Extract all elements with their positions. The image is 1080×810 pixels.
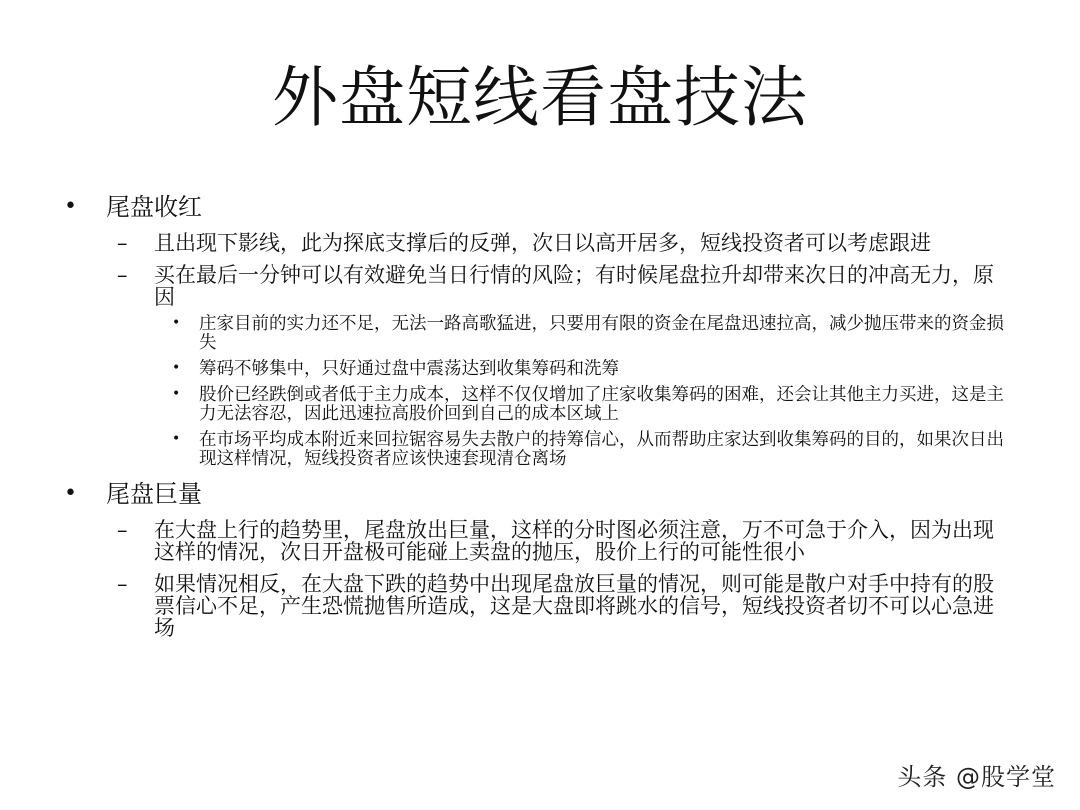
- section-heading-text: 尾盘巨量: [106, 480, 202, 508]
- section-heading-2: [62, 479, 1012, 509]
- list-item-text: 在大盘上行的趋势里，尾盘放出巨量，这样的分时图必须注意，万不可急于介入，因为出现这样的情况，次日开盘极可能碰上卖盘的抛压，股价上行的可能性很小: [154, 518, 994, 564]
- section-heading-1: [62, 192, 1012, 222]
- small-bullet-icon: •: [172, 360, 181, 376]
- small-bullet-icon: •: [172, 431, 181, 447]
- list-item-text: 买在最后一分钟可以有效避免当日行情的风险；有时候尾盘拉升却带来次日的冲高无力，原因: [154, 263, 994, 309]
- dash-icon: –: [117, 231, 128, 255]
- sub-list-item-text: 庄家目前的实力还不足，无法一路高歌猛进，只要用有限的资金在尾盘迅速拉高，减少抛压带来的资金损失: [199, 314, 1004, 353]
- slide-title: 外盘短线看盘技法: [272, 59, 808, 136]
- list-item: [62, 519, 1012, 563]
- list-item: [62, 573, 1012, 639]
- slide-content: [62, 188, 1012, 639]
- sub-list-item-text: 筹码不够集中，只好通过盘中震荡达到收集筹码和洗筹: [199, 359, 619, 379]
- sub-list-item: [62, 360, 1012, 379]
- dash-icon: –: [117, 572, 128, 596]
- small-bullet-icon: •: [172, 315, 181, 331]
- sub-list-item: [62, 386, 1012, 424]
- bullet-dot-icon: •: [64, 481, 77, 506]
- small-bullet-icon: •: [172, 386, 181, 402]
- dash-icon: –: [117, 263, 128, 287]
- sub-list-item-text: 股价已经跌倒或者低于主力成本，这样不仅仅增加了庄家收集筹码的困难，还会让其他主力买进，这是主力无法容忍，因此迅速拉高股价回到自己的成本区域上: [199, 385, 1004, 424]
- section-heading-text: 尾盘收红: [106, 193, 202, 221]
- list-item: [62, 264, 1012, 308]
- sub-list-item-text: 在市场平均成本附近来回拉锯容易失去散户的持筹信心，从而帮助庄家达到收集筹码的目的，如果次日出现这样情况，短线投资者应该快速套现清仓离场: [199, 430, 1004, 469]
- sub-list-item: [62, 431, 1012, 469]
- watermark-text: 头条 @股学堂: [897, 763, 1056, 791]
- dash-icon: –: [117, 518, 128, 542]
- sub-list-item: [62, 315, 1012, 353]
- bullet-dot-icon: •: [64, 194, 77, 219]
- list-item-text: 如果情况相反，在大盘下跌的趋势中出现尾盘放巨量的情况，则可能是散户对手中持有的股票信心不足，产生恐慌抛售所造成，这是大盘即将跳水的信号，短线投资者切不可以心急进场: [154, 572, 994, 640]
- list-item-text: 且出现下影线，此为探底支撑后的反弹，次日以高开居多，短线投资者可以考虑跟进: [154, 231, 931, 255]
- list-item: [62, 232, 1012, 254]
